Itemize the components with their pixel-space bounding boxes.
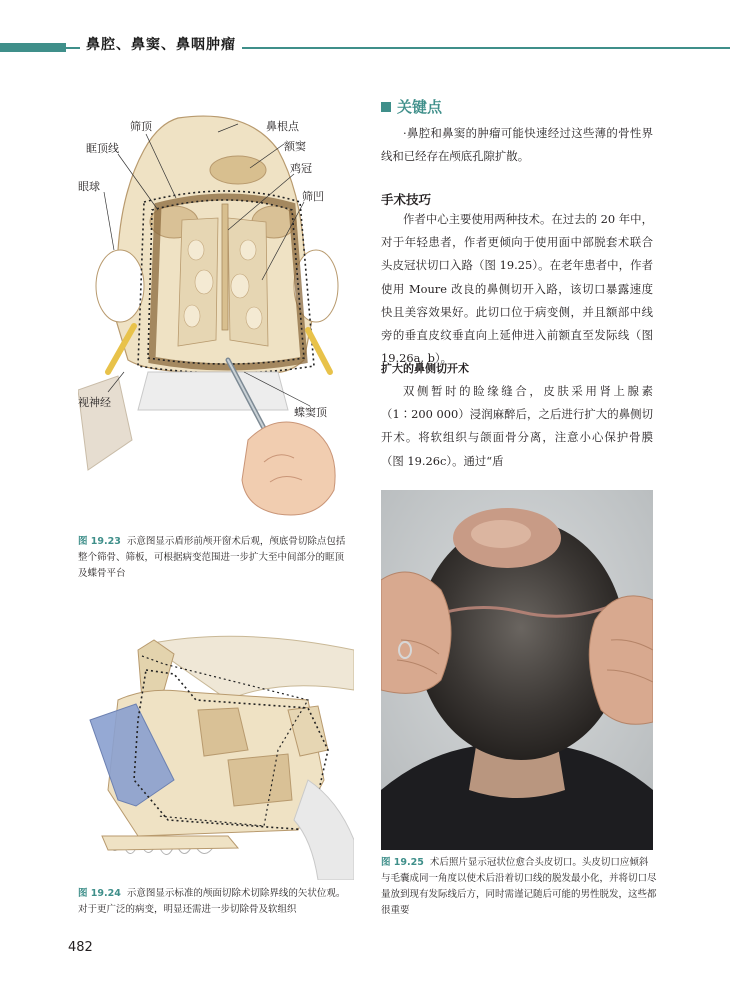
key-points-square-icon [381,102,391,112]
label-shishenjing: 视神经 [78,396,111,409]
extended-rhinotomy-heading: 扩大的鼻侧切开术 [381,362,469,375]
header-accent-bar [0,43,66,52]
figure-19-25-caption [381,855,657,919]
figure-19-23-number: 图 19.23 [78,536,121,547]
surgical-paragraph-2: 双侧暂时的睑缘缝合，皮肤采用肾上腺素（1∶200 000）浸润麻醉后，之后进行扩大的鼻侧切开术。将软组织与颌面骨分离，注意小心保护骨膜（图 19.26c）。通过“盾 [381,384,653,468]
figure-19-25-caption-text: 术后照片显示冠状位愈合头皮切口。头皮切口应倾斜与毛囊成同一角度以使术后沿着切口线的脱发最小化，并将切口尽量放到现有发际线后方，同时需谨记随后可能的男性脱发，这些都很重要 [381,857,657,916]
figure-19-25-number: 图 19.25 [381,857,424,868]
figure-19-23-caption [78,534,352,582]
figure-19-25-photo [381,490,653,850]
surgical-technique-heading: 手术技巧 [381,192,432,207]
label-yanqiu: 眼球 [78,180,100,193]
label-shaiding: 筛顶 [130,120,152,133]
label-shaiao: 筛凹 [302,190,324,203]
label-jiguan: 鸡冠 [290,162,312,175]
label-niexian: 眶顶线 [86,142,119,155]
label-dieding: 蝶窦顶 [294,406,327,419]
figure-19-23-illustration [78,110,344,530]
skull-coronal-svg [78,110,344,530]
scalp-photo-svg [381,490,653,850]
figure-19-24-caption-text: 示意图显示标准的颅面切除术切除界线的矢状位观。对于更广泛的病变，明显还需进一步切除骨及软组织 [78,888,346,915]
figure-19-24-caption [78,886,352,918]
label-enou: 额窦 [284,140,306,153]
figure-19-24-number: 图 19.24 [78,888,121,899]
figure-19-24-illustration [78,630,354,880]
page-number: 482 [68,940,93,955]
key-points-text: ·鼻腔和鼻窦的肿瘤可能快速经过这些薄的骨性界线和已经存在颅底孔隙扩散。 [381,126,653,164]
running-header: 鼻腔、鼻窦、鼻咽肿瘤 [80,34,242,54]
figure-19-23-caption-text: 示意图显示盾形前颅开窗术后观，颅底骨切除点包括整个筛骨、筛板，可根据病变范围进一步扩大至中间部分的眶顶及蝶骨平台 [78,536,346,579]
sagittal-svg [78,630,354,880]
key-points-heading [381,96,442,117]
label-bigendian: 鼻根点 [266,120,299,133]
surgical-paragraph-1: 作者中心主要使用两种技术。在过去的 20 年中，对于年轻患者，作者更倾向于使用面中部脱套术联合头皮冠状切口入路（图 19.25）。在老年患者中，作者使用 Moure 改良的鼻侧切开入路，该切口暴露速度快且美容效果好。此切口位于病变侧，并且额部中线旁的垂直皮纹垂直向上延伸进入前额直至发际线（图 19.26a, b）。 [381,212,653,366]
key-points-heading-text: 关键点 [397,98,443,116]
